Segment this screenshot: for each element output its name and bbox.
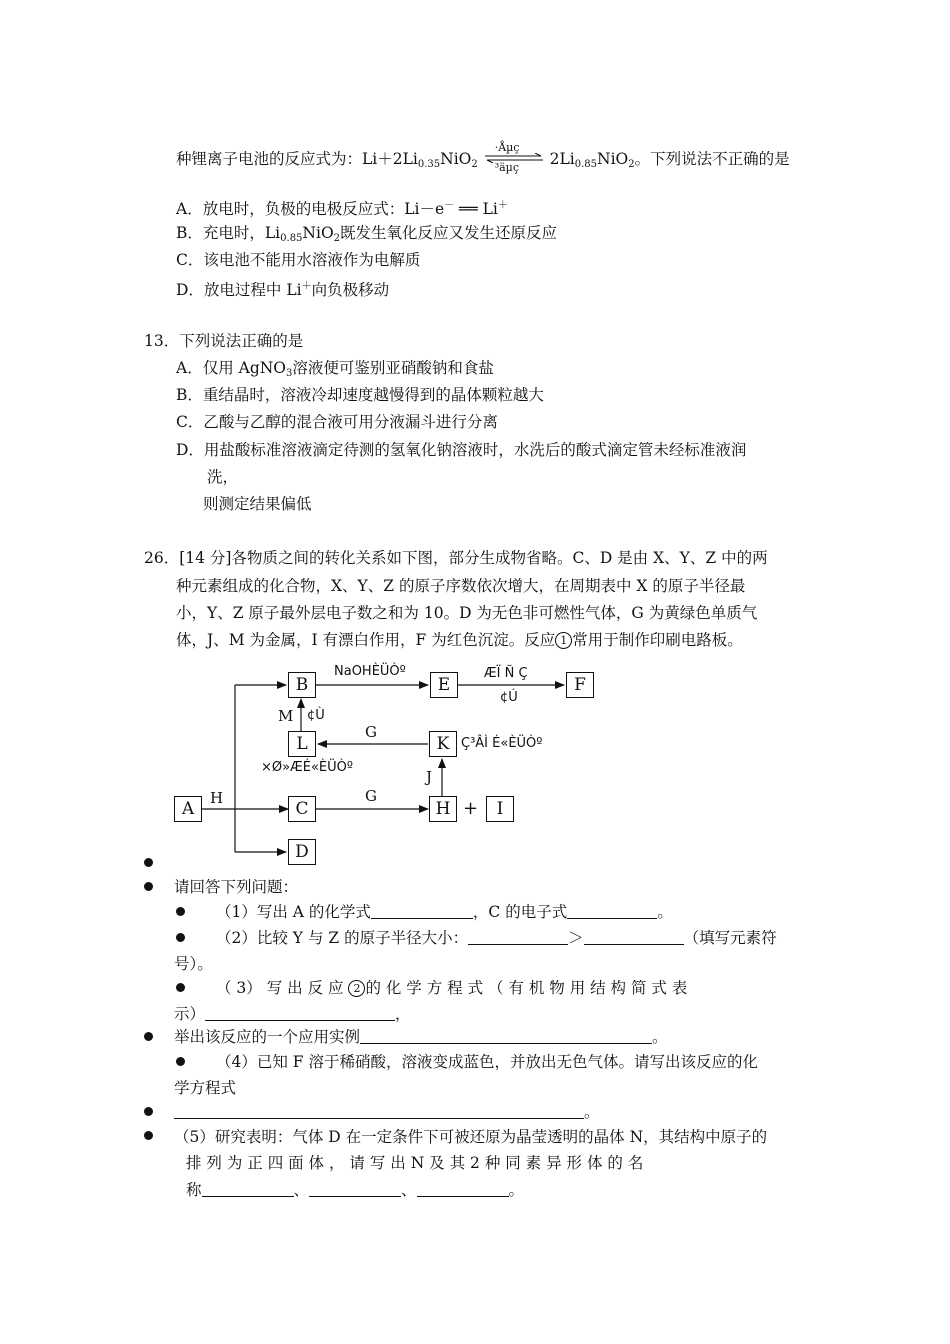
opt-d-pre: D．放电过程中 Li [176, 281, 302, 299]
eq-left-tail: NiO [440, 150, 472, 168]
q1-pre: （1）写出 A 的化学式 [216, 903, 371, 921]
opt-a-sup2: ＋ [497, 200, 508, 211]
node-b: B [288, 672, 316, 698]
q5-end: 。 [508, 1181, 525, 1199]
q4-blank-line [174, 1102, 600, 1122]
opt-b-sub1: 0.85 [280, 233, 303, 244]
q5-blank-1[interactable] [202, 1180, 294, 1197]
label-h: H [210, 789, 224, 807]
plus-sign: + [463, 798, 479, 819]
arrow-bottom-label: ³äµç [494, 161, 519, 174]
bullet-icon [176, 907, 185, 916]
q1-electron-blank[interactable] [567, 902, 657, 919]
q2-gt: ＞ [568, 929, 584, 947]
battery-option-c: C．该电池不能用水溶液作为电解质 [176, 251, 421, 269]
bullet-icon [176, 1057, 185, 1066]
q13-option-d-line3: 则测定结果偏低 [203, 495, 312, 513]
label-m: M [278, 707, 294, 725]
q5-blank-2[interactable] [309, 1180, 401, 1197]
label-l-below: ×Ø»ÆÉ«ÈÜÒº [261, 760, 353, 775]
bullet-icon [176, 983, 185, 992]
bullet-icon [144, 882, 153, 891]
q26-line3: 小，Y、Z 原子最外层电子数之和为 10。D 为无色非可燃性气体，G 为黄绿色单质气 [176, 604, 758, 622]
q5-sep2: 、 [401, 1181, 417, 1199]
q13-option-b: B．重结晶时，溶液冷却速度越慢得到的晶体颗粒越大 [176, 386, 544, 404]
eq-left-sub: 0.35 [417, 159, 441, 170]
q3-line2 [174, 1004, 411, 1024]
node-i: I [486, 796, 514, 822]
bullet-icon [144, 1032, 153, 1041]
q3-line2-pre: 示） [174, 1005, 206, 1023]
label-naoh: NaOHÈÜÒº [334, 664, 406, 679]
q2-blank-1[interactable] [468, 928, 568, 945]
opt-a-mid: ══ Li [454, 200, 498, 218]
q13-a-post: 溶液便可鉴别亚硝酸钠和食盐 [292, 359, 494, 377]
q3-application-blank[interactable] [360, 1027, 652, 1044]
reaction-1-marker: 1 [555, 632, 572, 649]
label-j: J [426, 768, 433, 786]
eq-right: 2Li [549, 150, 575, 168]
opt-b-pre: B．充电时，Li [176, 224, 281, 242]
q3-line1 [216, 978, 687, 998]
q26-line1: 26．[14 分]各物质之间的转化关系如下图，部分生成物省略。C、D 是由 X、Y、Z 中的两 [144, 549, 768, 567]
opt-d-sup: ＋ [301, 281, 312, 292]
label-k-side: Ç³ÂÌ É«ÈÜÒº [461, 736, 543, 751]
q2-line2: 号）。 [174, 955, 213, 973]
opt-d-post: 向负极移动 [311, 281, 390, 299]
bullet-icon [176, 933, 185, 942]
q5-line3-pre: 称 [186, 1181, 202, 1199]
label-g-top: G [365, 723, 377, 741]
q3-pre: （ 3） 写 出 反 应 [216, 979, 349, 997]
q3-application-line [174, 1027, 668, 1047]
eq-right-sub: 0.85 [574, 159, 598, 170]
opt-a-pre: A．放电时，负极的电极反应式：Li－e [176, 200, 445, 218]
q2-post: （填写元素符 [683, 929, 777, 947]
q4-line2: 学方程式 [174, 1079, 237, 1097]
q3-app-end: 。 [652, 1028, 668, 1046]
battery-prefix: 种锂离子电池的反应式为： [176, 150, 363, 168]
bullet-icon [144, 858, 153, 867]
q2-blank-2[interactable] [584, 928, 684, 945]
q3-app-pre: 举出该反应的一个应用实例 [174, 1028, 361, 1046]
opt-b-mid: NiO [302, 224, 334, 242]
battery-suffix: 。下列说法不正确的是 [634, 150, 790, 168]
reaction-2-marker: 2 [348, 980, 365, 997]
eq-right-tail: NiO [597, 150, 629, 168]
q26-line2: 种元素组成的化合物，X、Y、Z 的原子序数依次增大，在周期表中 X 的原子半径最 [176, 577, 746, 595]
opt-b-post: 既发生氧化反应又发生还原反应 [340, 224, 558, 242]
q5-line1: （5）研究表明：气体 D 在一定条件下可被还原为晶莹透明的晶体 N，其结构中原子的 [174, 1128, 768, 1146]
eq-right-tail-sub: 2 [628, 159, 635, 170]
eq-left: Li＋2Li [362, 150, 418, 168]
q4-equation-blank[interactable] [174, 1102, 584, 1119]
q4-line1: （4）已知 F 溶于稀硝酸，溶液变成蓝色，并放出无色气体。请写出该反应的化 [216, 1053, 758, 1071]
opt-a-sup1: － [444, 200, 455, 211]
q26-line4-post: 常用于制作印刷电路板。 [572, 631, 743, 649]
q26-line4-pre: 体，J、M 为金属，I 有漂白作用，F 为红色沉淀。反应 [176, 631, 556, 649]
label-ef-bottom: ¢Ú [500, 690, 518, 705]
q1-mid: ，C 的电子式 [472, 903, 568, 921]
node-k: K [429, 731, 457, 757]
node-c: C [288, 796, 316, 822]
q2-pre: （2）比较 Y 与 Z 的原子半径大小： [216, 929, 469, 947]
bullet-icon [144, 1131, 153, 1140]
label-g-bottom: G [365, 787, 377, 805]
q3-post: 的 化 学 方 程 式 （ 有 机 物 用 结 构 简 式 表 [365, 979, 688, 997]
q13-stem: 13．下列说法正确的是 [144, 332, 304, 350]
label-m-condition: ¢Ù [307, 708, 325, 723]
node-f: F [566, 672, 594, 698]
q13-a-sub: 3 [286, 368, 293, 379]
answers-intro: 请回答下列问题： [174, 878, 299, 896]
bullet-icon [144, 1107, 153, 1116]
q5-blank-3[interactable] [417, 1180, 509, 1197]
q2-line [216, 928, 777, 948]
arrow-top-label: ·Åµç [494, 141, 520, 154]
q13-option-d-line1: D．用盐酸标准溶液滴定待测的氢氧化钠溶液时，水洗后的酸式滴定管未经标准液润 [176, 441, 747, 459]
node-l: L [288, 731, 316, 757]
node-d: D [288, 839, 316, 865]
node-e: E [430, 672, 458, 698]
q3-equation-blank[interactable] [205, 1004, 395, 1021]
q5-sep1: 、 [293, 1181, 310, 1199]
q5-line3 [186, 1180, 524, 1200]
q3-line2-end: ， [395, 1005, 411, 1023]
q13-a-pre: A．仅用 AgNO [176, 359, 287, 377]
q13-option-d-line2: 洗， [207, 468, 239, 486]
q1-formula-blank[interactable] [371, 902, 473, 919]
label-ef-top: ÆÏ Ñ Ç [484, 666, 528, 681]
opt-b-sub2: 2 [333, 233, 341, 244]
node-h: H [429, 796, 457, 822]
eq-left-tail-sub: 2 [471, 159, 478, 170]
q13-option-c: C．乙酸与乙醇的混合液可用分液漏斗进行分离 [176, 413, 498, 431]
node-a: A [174, 796, 202, 822]
q1-end: 。 [657, 903, 673, 921]
q5-line2: 排 列 为 正 四 面 体 ， 请 写 出 N 及 其 2 种 同 素 异 形 体 的 名 [186, 1154, 644, 1172]
q1-line [216, 902, 673, 922]
q4-blank-end: 。 [584, 1103, 600, 1121]
